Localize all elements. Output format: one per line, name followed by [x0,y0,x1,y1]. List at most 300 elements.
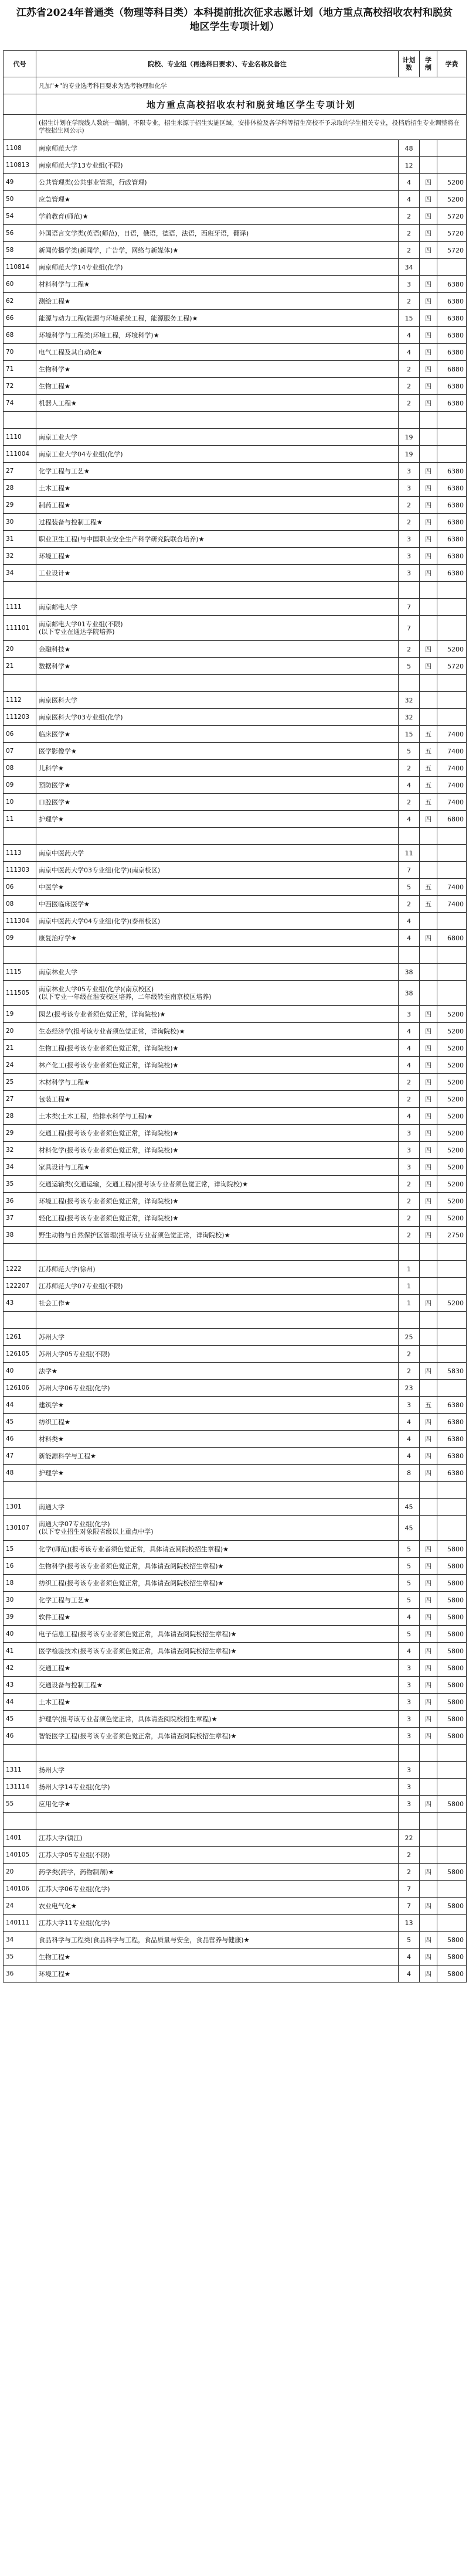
cell-code: 08 [4,760,36,777]
cell-plan: 5 [399,743,420,760]
cell-fee [437,1278,467,1295]
major-row [4,1660,467,1677]
group-row [4,1380,467,1397]
cell-fee: 5200 [437,174,467,191]
cell-fee: 5200 [437,1108,467,1125]
cell-code: 36 [4,1966,36,1983]
group-row [4,981,467,1006]
institution-row [4,1762,467,1779]
cell-code: 29 [4,1125,36,1142]
cell-fee: 5720 [437,242,467,259]
major-row [4,1125,467,1142]
cell-name: 电子信息工程(报考该专业者须色觉正常，具体请查阅院校招生章程)★ [36,1626,399,1643]
cell-code: 60 [4,276,36,293]
cell-fee: 6380 [437,548,467,565]
cell-name: 南通大学 [36,1499,399,1516]
cell-code: 130107 [4,1516,36,1541]
cell-plan: 5 [399,658,420,675]
cell-length: 四 [420,225,437,242]
cell-fee [437,1830,467,1847]
table-header [4,51,467,77]
cell-name: 新闻传播学类(新闻学，广告学，网络与新媒体)★ [36,242,399,259]
cell-fee: 7400 [437,760,467,777]
cell-name: 土木工程★ [36,480,399,497]
cell-fee: 5200 [437,1057,467,1074]
cell-fee [437,1261,467,1278]
cell-code: 58 [4,242,36,259]
cell-length: 四 [420,641,437,658]
cell-code: 47 [4,1448,36,1465]
cell-length: 四 [420,514,437,531]
cell-fee: 5200 [437,1006,467,1023]
cell-length [420,1261,437,1278]
major-row [4,327,467,344]
cell-plan: 34 [399,259,420,276]
cell-plan: 2 [399,1074,420,1091]
cell-name: 数据科学★ [36,658,399,675]
blank-row [4,1312,467,1329]
cell-name: 环境科学与工程类(环境工程，环境科学)★ [36,327,399,344]
cell-name: 交通工程(报考该专业者须色觉正常，详询院校)★ [36,1125,399,1142]
major-row [4,378,467,395]
cell-code: 140105 [4,1847,36,1864]
major-row [4,514,467,531]
cell-code: 111505 [4,981,36,1006]
cell-length: 五 [420,879,437,896]
cell-plan: 15 [399,310,420,327]
cell-length: 四 [420,1558,437,1575]
cell-fee: 2750 [437,1227,467,1244]
cell-code: 32 [4,548,36,565]
cell-plan: 4 [399,344,420,361]
cell-code: 48 [4,1465,36,1482]
cell-length: 五 [420,760,437,777]
cell-name: 环境工程★ [36,1966,399,1983]
cell-length: 五 [420,726,437,743]
header-name: 院校、专业组（再选科目要求）、专业名称及备注 [36,51,399,77]
cell-name: 江苏师范大学07专业组(不限) [36,1278,399,1295]
blank-row [4,1244,467,1261]
cell-fee: 5200 [437,1176,467,1193]
group-row [4,913,467,930]
cell-length: 四 [420,1711,437,1728]
cell-fee: 6380 [437,395,467,412]
cell-fee: 5800 [437,1558,467,1575]
cell-fee: 5200 [437,191,467,208]
major-row [4,293,467,310]
cell-fee: 6380 [437,327,467,344]
major-row [4,1057,467,1074]
cell-length [420,862,437,879]
cell-name: 土木类(土木工程，给排水科学与工程)★ [36,1108,399,1125]
cell-fee [437,692,467,709]
cell-fee: 6380 [437,1414,467,1431]
cell-code: 27 [4,1091,36,1108]
cell-plan: 4 [399,811,420,828]
cell-fee: 5200 [437,1125,467,1142]
header-code: 代号 [4,51,36,77]
cell-plan: 4 [399,930,420,947]
cell-name: 扬州大学 [36,1762,399,1779]
cell-name: 能源与动力工程(能源与环境系统工程，能源服务工程)★ [36,310,399,327]
cell-code: 21 [4,1040,36,1057]
major-row [4,1159,467,1176]
cell-name: 材料类★ [36,1431,399,1448]
cell-name: 生物工程(报考该专业者须色觉正常，详询院校)★ [36,1040,399,1057]
major-row [4,1728,467,1745]
cell-code: 1115 [4,964,36,981]
cell-name: 护理学(报考该专业者须色觉正常，具体请查阅院校招生章程)★ [36,1711,399,1728]
cell-code: 1112 [4,692,36,709]
cell-plan: 2 [399,641,420,658]
cell-name: 智能医学工程(报考该专业者须色觉正常，具体请查阅院校招生章程)★ [36,1728,399,1745]
cell-code: 40 [4,1363,36,1380]
group-row [4,1915,467,1932]
cell-fee [437,1499,467,1516]
cell-fee [437,616,467,641]
cell-code: 122207 [4,1278,36,1295]
cell-code: 08 [4,896,36,913]
cell-name: 生物工程★ [36,378,399,395]
cell-name: 电气工程及其自动化★ [36,344,399,361]
cell-plan: 1 [399,1278,420,1295]
cell-name: 野生动物与自然保护区管理(报考该专业者须色觉正常，详询院校)★ [36,1227,399,1244]
cell-code: 111203 [4,709,36,726]
cell-fee: 5800 [437,1575,467,1592]
major-row [4,930,467,947]
cell-length [420,1847,437,1864]
cell-name: 南京邮电大学 [36,599,399,616]
cell-fee: 5200 [437,1074,467,1091]
table-body [4,77,467,1983]
cell-length: 四 [420,497,437,514]
cell-code: 25 [4,1074,36,1091]
major-row [4,1431,467,1448]
cell-code: 55 [4,1796,36,1813]
cell-code: 44 [4,1397,36,1414]
cell-length: 五 [420,777,437,794]
cell-length: 四 [420,1932,437,1949]
cell-name: 交通运输类(交通运输，交通工程)(报考该专业者须色觉正常，详询院校)★ [36,1176,399,1193]
major-row [4,208,467,225]
cell-fee: 5200 [437,1091,467,1108]
cell-length: 四 [420,1949,437,1966]
cell-plan: 4 [399,1023,420,1040]
cell-code: 111304 [4,913,36,930]
major-row [4,548,467,565]
cell-name: 制药工程★ [36,497,399,514]
cell-fee: 5800 [437,1643,467,1660]
cell-code: 11 [4,811,36,828]
major-row [4,641,467,658]
cell-name: 公共管理类(公共事业管理，行政管理) [36,174,399,191]
cell-length: 四 [420,1643,437,1660]
major-row [4,1142,467,1159]
cell-length [420,1329,437,1346]
cell-plan: 3 [399,1660,420,1677]
cell-plan: 2 [399,242,420,259]
cell-code: 71 [4,361,36,378]
cell-name: 南京邮电大学01专业组(不限) (以下专业在通达学院培养) [36,616,399,641]
group-row [4,1346,467,1363]
institution-row [4,1329,467,1346]
institution-row [4,429,467,446]
cell-length: 四 [420,1108,437,1125]
cell-fee: 5200 [437,1040,467,1057]
cell-fee: 5720 [437,658,467,675]
cell-name: 南京工业大学04专业组(化学) [36,446,399,463]
cell-length [420,1762,437,1779]
cell-plan: 3 [399,276,420,293]
header-length: 学制 [420,51,437,77]
cell-name: 机器人工程★ [36,395,399,412]
cell-length: 四 [420,1363,437,1380]
cell-code: 62 [4,293,36,310]
cell-code: 1108 [4,140,36,157]
major-row [4,497,467,514]
cell-code: 37 [4,1210,36,1227]
cell-plan: 4 [399,1966,420,1983]
cell-plan: 3 [399,1694,420,1711]
cell-length: 四 [420,1074,437,1091]
cell-plan: 2 [399,1227,420,1244]
cell-name: 外国语言文学类(英语(师范)，日语，俄语，德语，法语，西班牙语，翻译) [36,225,399,242]
major-row [4,1040,467,1057]
cell-length: 四 [420,1864,437,1881]
cell-code: 1401 [4,1830,36,1847]
cell-name: 南京师范大学14专业组(化学) [36,259,399,276]
cell-length [420,616,437,641]
cell-length: 四 [420,1694,437,1711]
cell-fee [437,981,467,1006]
cell-length [420,140,437,157]
cell-length [420,1380,437,1397]
cell-code: 44 [4,1694,36,1711]
major-row [4,1558,467,1575]
group-row [4,259,467,276]
cell-length [420,981,437,1006]
cell-length [420,1516,437,1541]
cell-name: 软件工程★ [36,1609,399,1626]
cell-length: 四 [420,174,437,191]
cell-length: 四 [420,1898,437,1915]
cell-name: 轻化工程(报考该专业者须色觉正常，详询院校)★ [36,1210,399,1227]
cell-code: 20 [4,1023,36,1040]
cell-code: 35 [4,1949,36,1966]
major-row [4,1575,467,1592]
cell-plan: 4 [399,913,420,930]
cell-length: 四 [420,1023,437,1040]
cell-code: 28 [4,1108,36,1125]
cell-code: 31 [4,531,36,548]
cell-plan: 3 [399,565,420,582]
cell-plan: 45 [399,1499,420,1516]
major-row [4,743,467,760]
cell-length: 四 [420,1431,437,1448]
cell-code: 45 [4,1414,36,1431]
major-row [4,361,467,378]
cell-plan: 3 [399,1796,420,1813]
cell-name: 生态经济学(报考该专业者须色觉正常，详询院校)★ [36,1023,399,1040]
cell-length: 五 [420,794,437,811]
cell-name: 纺织工程(报考该专业者须色觉正常，具体请查阅院校招生章程)★ [36,1575,399,1592]
cell-length: 四 [420,208,437,225]
cell-plan: 7 [399,616,420,641]
cell-code: 28 [4,480,36,497]
cell-length [420,446,437,463]
cell-code: 16 [4,1558,36,1575]
major-row [4,1694,467,1711]
cell-plan: 3 [399,480,420,497]
cell-plan: 2 [399,514,420,531]
cell-plan: 19 [399,446,420,463]
cell-fee: 7400 [437,896,467,913]
cell-fee [437,1762,467,1779]
cell-length: 四 [420,242,437,259]
cell-length: 四 [420,1227,437,1244]
cell-name: 食品科学与工程类(食品科学与工程，食品质量与安全，食品营养与健康)★ [36,1932,399,1949]
cell-code: 56 [4,225,36,242]
cell-code: 131114 [4,1779,36,1796]
cell-name: 护理学★ [36,811,399,828]
cell-length: 四 [420,1592,437,1609]
cell-name: 包装工程★ [36,1091,399,1108]
cell-code: 24 [4,1898,36,1915]
cell-code: 27 [4,463,36,480]
cell-plan: 1 [399,1295,420,1312]
cell-code: 126106 [4,1380,36,1397]
cell-length: 四 [420,310,437,327]
cell-name: 过程装备与控制工程★ [36,514,399,531]
major-row [4,1609,467,1626]
cell-fee: 5800 [437,1864,467,1881]
cell-code: 74 [4,395,36,412]
cell-fee [437,964,467,981]
cell-plan: 2 [399,760,420,777]
cell-length: 四 [420,1660,437,1677]
cell-name: 生物科学(报考该专业者须色觉正常，具体请查阅院校招生章程)★ [36,1558,399,1575]
cell-fee: 5830 [437,1363,467,1380]
cell-length: 四 [420,1159,437,1176]
cell-code: 18 [4,1575,36,1592]
cell-length: 五 [420,896,437,913]
cell-fee: 5800 [437,1694,467,1711]
cell-name: 纺织工程★ [36,1414,399,1431]
cell-code: 1301 [4,1499,36,1516]
cell-code: 49 [4,174,36,191]
cell-name: 江苏大学(镇江) [36,1830,399,1847]
cell-plan: 3 [399,1779,420,1796]
cell-code: 46 [4,1728,36,1745]
section-banner-row [4,94,467,115]
cell-length: 四 [420,1295,437,1312]
cell-length: 四 [420,1210,437,1227]
major-row [4,1023,467,1040]
cell-name: 苏州大学06专业组(化学) [36,1380,399,1397]
cell-fee: 5800 [437,1626,467,1643]
group-row [4,709,467,726]
cell-length: 四 [420,293,437,310]
cell-plan: 4 [399,174,420,191]
cell-code: 34 [4,1932,36,1949]
cell-plan: 38 [399,981,420,1006]
cell-code: 111303 [4,862,36,879]
section-note: (招生计划在学院线人数统一编制，不限专业，招生来源于招生实施区域，安排体检及各学科等招生高校不予录取的学生相关专业，投档后招生专业调整将在学校招生网公示) [36,115,467,140]
cell-code: 29 [4,497,36,514]
cell-name: 南京医科大学 [36,692,399,709]
cell-code: 32 [4,1142,36,1159]
cell-plan: 2 [399,1091,420,1108]
cell-name: 南京林业大学 [36,964,399,981]
cell-length: 四 [420,1541,437,1558]
cell-length [420,259,437,276]
cell-plan: 3 [399,1711,420,1728]
cell-length [420,1915,437,1932]
cell-code: 70 [4,344,36,361]
cell-fee: 5200 [437,1210,467,1227]
institution-row [4,140,467,157]
cell-fee: 5800 [437,1541,467,1558]
blank-row [4,1813,467,1830]
cell-fee: 6380 [437,1431,467,1448]
cell-code: 15 [4,1541,36,1558]
group-row [4,1881,467,1898]
major-row [4,565,467,582]
cell-fee: 6380 [437,1397,467,1414]
header-plan: 计划数 [399,51,420,77]
major-row [4,760,467,777]
cell-fee [437,845,467,862]
cell-plan: 4 [399,327,420,344]
cell-code: 46 [4,1431,36,1448]
major-row [4,1966,467,1983]
cell-plan: 2 [399,896,420,913]
cell-plan: 3 [399,531,420,548]
institution-row [4,964,467,981]
major-row [4,1227,467,1244]
cell-length: 四 [420,1040,437,1057]
cell-code: 1111 [4,599,36,616]
header-fee: 学费 [437,51,467,77]
cell-plan: 4 [399,1431,420,1448]
cell-code: 38 [4,1227,36,1244]
cell-plan: 23 [399,1380,420,1397]
institution-row [4,845,467,862]
cell-length [420,1881,437,1898]
cell-length [420,1779,437,1796]
major-row [4,480,467,497]
cell-code: 126105 [4,1346,36,1363]
major-row [4,1397,467,1414]
major-row [4,1898,467,1915]
cell-length: 四 [420,1091,437,1108]
cell-name: 医学检验技术(报考该专业者须色觉正常，具体请查阅院校招生章程)★ [36,1643,399,1660]
cell-name: 化学工程与工艺★ [36,1592,399,1609]
major-row [4,1176,467,1193]
cell-fee [437,599,467,616]
cell-name: 土木工程★ [36,1694,399,1711]
cell-name: 金融科技★ [36,641,399,658]
major-row [4,531,467,548]
major-row [4,1864,467,1881]
cell-length [420,157,437,174]
cell-length: 四 [420,1414,437,1431]
cell-plan: 19 [399,429,420,446]
cell-plan: 32 [399,692,420,709]
cell-fee: 7400 [437,726,467,743]
cell-length: 四 [420,327,437,344]
cell-name: 苏州大学05专业组(不限) [36,1346,399,1363]
